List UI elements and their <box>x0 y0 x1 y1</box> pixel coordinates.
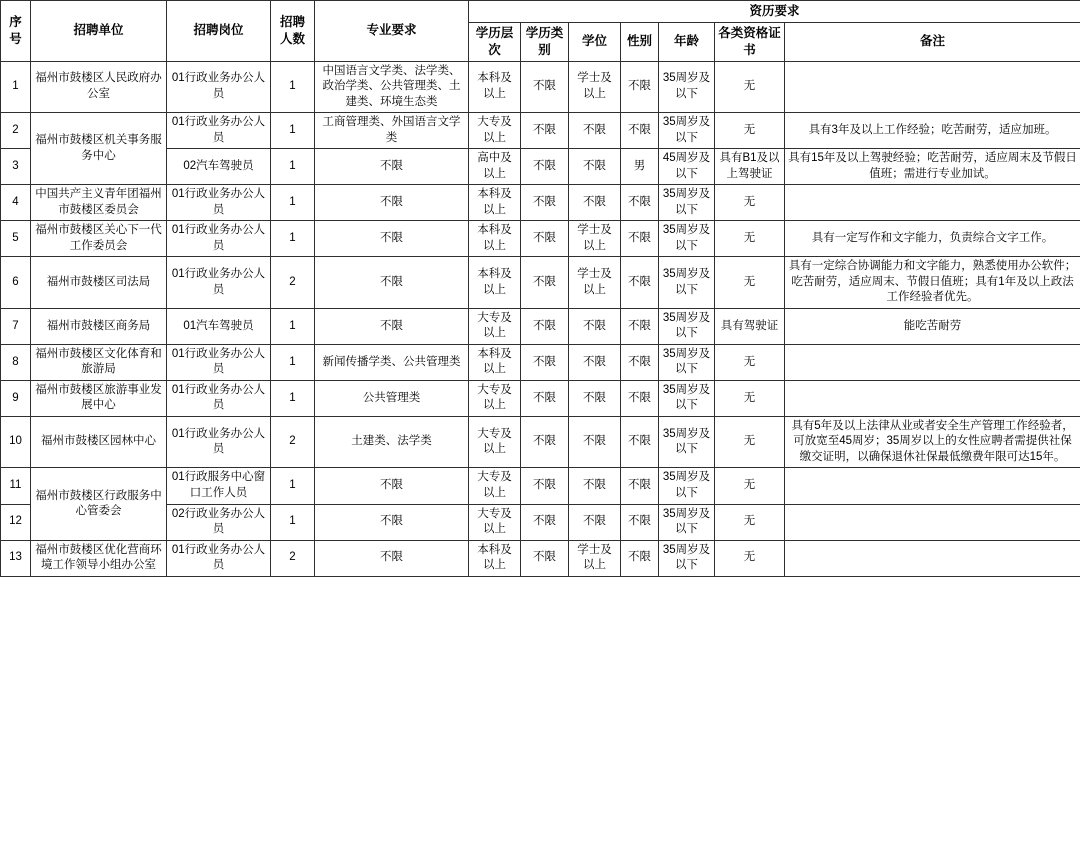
cell-age: 35周岁及以下 <box>659 504 715 540</box>
cell-post: 01行政业务办公人员 <box>167 61 271 113</box>
header-unit: 招聘单位 <box>31 1 167 62</box>
cell-edu-type: 不限 <box>521 344 569 380</box>
cell-edu-type: 不限 <box>521 61 569 113</box>
cell-edu-type: 不限 <box>521 113 569 149</box>
cell-number: 1 <box>271 113 315 149</box>
cell-unit: 福州市鼓楼区机关事务服务中心 <box>31 113 167 185</box>
cell-number: 1 <box>271 308 315 344</box>
cell-unit: 福州市鼓楼区行政服务中心管委会 <box>31 468 167 540</box>
cell-seq: 8 <box>1 344 31 380</box>
cell-major: 中国语言文学类、法学类、政治学类、公共管理类、土建类、环境生态类 <box>315 61 469 113</box>
cell-certificate: 无 <box>715 540 785 576</box>
cell-seq: 7 <box>1 308 31 344</box>
cell-number: 1 <box>271 221 315 257</box>
cell-seq: 5 <box>1 221 31 257</box>
cell-major: 土建类、法学类 <box>315 416 469 468</box>
cell-number: 1 <box>271 344 315 380</box>
cell-edu-level: 本科及以上 <box>469 540 521 576</box>
cell-gender: 不限 <box>621 344 659 380</box>
cell-certificate: 无 <box>715 416 785 468</box>
header-major: 专业要求 <box>315 1 469 62</box>
cell-certificate: 具有驾驶证 <box>715 308 785 344</box>
header-qualification-group: 资历要求 <box>469 1 1080 23</box>
cell-post: 01行政服务中心窗口工作人员 <box>167 468 271 504</box>
cell-major: 不限 <box>315 540 469 576</box>
table-row <box>1 185 1080 221</box>
cell-age: 35周岁及以下 <box>659 113 715 149</box>
cell-certificate: 无 <box>715 344 785 380</box>
cell-age: 35周岁及以下 <box>659 468 715 504</box>
cell-edu-level: 本科及以上 <box>469 221 521 257</box>
cell-age: 35周岁及以下 <box>659 257 715 309</box>
cell-post: 01行政业务办公人员 <box>167 344 271 380</box>
cell-edu-type: 不限 <box>521 380 569 416</box>
table-row <box>1 540 1080 576</box>
cell-seq: 13 <box>1 540 31 576</box>
cell-certificate: 无 <box>715 504 785 540</box>
cell-post: 01行政业务办公人员 <box>167 221 271 257</box>
table-row <box>1 61 1080 113</box>
cell-post: 01行政业务办公人员 <box>167 380 271 416</box>
cell-edu-level: 本科及以上 <box>469 257 521 309</box>
header-edu-level: 学历层次 <box>469 22 521 61</box>
cell-post: 02汽车驾驶员 <box>167 149 271 185</box>
cell-certificate: 无 <box>715 257 785 309</box>
table-row <box>1 113 1080 149</box>
cell-edu-level: 大专及以上 <box>469 468 521 504</box>
cell-certificate: 无 <box>715 185 785 221</box>
header-certificate: 各类资格证书 <box>715 22 785 61</box>
cell-degree: 不限 <box>569 344 621 380</box>
cell-edu-level: 大专及以上 <box>469 416 521 468</box>
cell-edu-level: 本科及以上 <box>469 344 521 380</box>
cell-remark <box>785 380 1080 416</box>
cell-number: 1 <box>271 149 315 185</box>
cell-certificate: 无 <box>715 468 785 504</box>
table-row <box>1 257 1080 309</box>
cell-remark: 具有3年及以上工作经验；吃苦耐劳，适应加班。 <box>785 113 1080 149</box>
cell-remark <box>785 468 1080 504</box>
cell-unit: 福州市鼓楼区文化体育和旅游局 <box>31 344 167 380</box>
cell-number: 1 <box>271 61 315 113</box>
cell-gender: 不限 <box>621 61 659 113</box>
cell-degree: 不限 <box>569 416 621 468</box>
cell-seq: 4 <box>1 185 31 221</box>
cell-edu-type: 不限 <box>521 308 569 344</box>
cell-gender: 不限 <box>621 504 659 540</box>
cell-certificate: 无 <box>715 221 785 257</box>
cell-major: 不限 <box>315 149 469 185</box>
cell-major: 不限 <box>315 257 469 309</box>
header-post: 招聘岗位 <box>167 1 271 62</box>
cell-degree: 学士及以上 <box>569 257 621 309</box>
cell-remark <box>785 185 1080 221</box>
cell-gender: 不限 <box>621 540 659 576</box>
cell-age: 35周岁及以下 <box>659 61 715 113</box>
cell-age: 35周岁及以下 <box>659 221 715 257</box>
cell-number: 1 <box>271 185 315 221</box>
cell-degree: 学士及以上 <box>569 221 621 257</box>
cell-number: 1 <box>271 468 315 504</box>
cell-degree: 不限 <box>569 468 621 504</box>
cell-seq: 11 <box>1 468 31 504</box>
cell-remark: 具有15年及以上驾驶经验；吃苦耐劳，适应周末及节假日值班；需进行专业加试。 <box>785 149 1080 185</box>
cell-seq: 3 <box>1 149 31 185</box>
cell-certificate: 具有B1及以上驾驶证 <box>715 149 785 185</box>
table-row <box>1 380 1080 416</box>
cell-major: 不限 <box>315 185 469 221</box>
cell-unit: 福州市鼓楼区商务局 <box>31 308 167 344</box>
cell-age: 45周岁及以下 <box>659 149 715 185</box>
cell-certificate: 无 <box>715 113 785 149</box>
cell-gender: 不限 <box>621 221 659 257</box>
table-row <box>1 416 1080 468</box>
cell-number: 1 <box>271 504 315 540</box>
header-row-top <box>1 1 1080 23</box>
table-body <box>1 61 1080 576</box>
cell-major: 不限 <box>315 468 469 504</box>
header-degree: 学位 <box>569 22 621 61</box>
header-seq: 序号 <box>1 1 31 62</box>
cell-post: 01行政业务办公人员 <box>167 257 271 309</box>
cell-unit: 福州市鼓楼区关心下一代工作委员会 <box>31 221 167 257</box>
cell-degree: 学士及以上 <box>569 61 621 113</box>
cell-age: 35周岁及以下 <box>659 308 715 344</box>
cell-age: 35周岁及以下 <box>659 540 715 576</box>
header-edu-type: 学历类别 <box>521 22 569 61</box>
cell-post: 01行政业务办公人员 <box>167 540 271 576</box>
cell-edu-level: 大专及以上 <box>469 380 521 416</box>
cell-unit: 福州市鼓楼区旅游事业发展中心 <box>31 380 167 416</box>
cell-gender: 不限 <box>621 468 659 504</box>
cell-post: 01行政业务办公人员 <box>167 185 271 221</box>
cell-gender: 男 <box>621 149 659 185</box>
cell-unit: 福州市鼓楼区司法局 <box>31 257 167 309</box>
table-header <box>1 1 1080 62</box>
cell-age: 35周岁及以下 <box>659 185 715 221</box>
cell-gender: 不限 <box>621 185 659 221</box>
cell-edu-type: 不限 <box>521 185 569 221</box>
cell-edu-type: 不限 <box>521 504 569 540</box>
header-age: 年龄 <box>659 22 715 61</box>
cell-major: 不限 <box>315 504 469 540</box>
cell-seq: 12 <box>1 504 31 540</box>
cell-remark <box>785 504 1080 540</box>
cell-edu-level: 本科及以上 <box>469 61 521 113</box>
cell-edu-level: 大专及以上 <box>469 308 521 344</box>
cell-post: 01行政业务办公人员 <box>167 113 271 149</box>
cell-seq: 6 <box>1 257 31 309</box>
cell-unit: 福州市鼓楼区园林中心 <box>31 416 167 468</box>
cell-major: 不限 <box>315 221 469 257</box>
cell-post: 01行政业务办公人员 <box>167 416 271 468</box>
cell-edu-type: 不限 <box>521 221 569 257</box>
cell-number: 2 <box>271 416 315 468</box>
cell-gender: 不限 <box>621 380 659 416</box>
cell-degree: 不限 <box>569 113 621 149</box>
cell-remark: 具有一定综合协调能力和文字能力，熟悉使用办公软件；吃苦耐劳，适应周末、节假日值班；具有1年及以上政法工作经验者优先。 <box>785 257 1080 309</box>
cell-age: 35周岁及以下 <box>659 380 715 416</box>
cell-unit: 中国共产主义青年团福州市鼓楼区委员会 <box>31 185 167 221</box>
header-gender: 性别 <box>621 22 659 61</box>
cell-seq: 2 <box>1 113 31 149</box>
cell-edu-type: 不限 <box>521 149 569 185</box>
cell-degree: 不限 <box>569 308 621 344</box>
cell-remark <box>785 61 1080 113</box>
cell-edu-type: 不限 <box>521 540 569 576</box>
cell-age: 35周岁及以下 <box>659 416 715 468</box>
cell-major: 公共管理类 <box>315 380 469 416</box>
cell-edu-level: 本科及以上 <box>469 185 521 221</box>
cell-post: 02行政业务办公人员 <box>167 504 271 540</box>
cell-gender: 不限 <box>621 308 659 344</box>
cell-gender: 不限 <box>621 416 659 468</box>
cell-degree: 不限 <box>569 185 621 221</box>
header-remark: 备注 <box>785 22 1080 61</box>
cell-remark: 能吃苦耐劳 <box>785 308 1080 344</box>
cell-major: 不限 <box>315 308 469 344</box>
cell-unit: 福州市鼓楼区人民政府办公室 <box>31 61 167 113</box>
cell-edu-type: 不限 <box>521 416 569 468</box>
cell-edu-level: 大专及以上 <box>469 504 521 540</box>
cell-degree: 不限 <box>569 380 621 416</box>
table-row <box>1 344 1080 380</box>
cell-number: 2 <box>271 257 315 309</box>
table-row <box>1 308 1080 344</box>
cell-edu-type: 不限 <box>521 468 569 504</box>
cell-remark <box>785 344 1080 380</box>
cell-certificate: 无 <box>715 380 785 416</box>
cell-degree: 不限 <box>569 149 621 185</box>
cell-seq: 9 <box>1 380 31 416</box>
cell-number: 1 <box>271 380 315 416</box>
cell-degree: 学士及以上 <box>569 540 621 576</box>
cell-major: 新闻传播学类、公共管理类 <box>315 344 469 380</box>
table-row <box>1 221 1080 257</box>
cell-edu-level: 高中及以上 <box>469 149 521 185</box>
cell-major: 工商管理类、外国语言文学类 <box>315 113 469 149</box>
cell-age: 35周岁及以下 <box>659 344 715 380</box>
cell-gender: 不限 <box>621 113 659 149</box>
cell-seq: 10 <box>1 416 31 468</box>
cell-certificate: 无 <box>715 61 785 113</box>
cell-degree: 不限 <box>569 504 621 540</box>
cell-remark: 具有5年及以上法律从业或者安全生产管理工作经验者，可放宽至45周岁；35周岁以上的女性应聘者需提供社保缴交证明，以确保退休社保最低缴费年限可达15年。 <box>785 416 1080 468</box>
cell-gender: 不限 <box>621 257 659 309</box>
cell-post: 01汽车驾驶员 <box>167 308 271 344</box>
table-row <box>1 468 1080 504</box>
cell-unit: 福州市鼓楼区优化营商环境工作领导小组办公室 <box>31 540 167 576</box>
cell-edu-type: 不限 <box>521 257 569 309</box>
cell-edu-level: 大专及以上 <box>469 113 521 149</box>
cell-remark: 具有一定写作和文字能力，负责综合文字工作。 <box>785 221 1080 257</box>
cell-remark <box>785 540 1080 576</box>
header-number: 招聘人数 <box>271 1 315 62</box>
cell-seq: 1 <box>1 61 31 113</box>
cell-number: 2 <box>271 540 315 576</box>
